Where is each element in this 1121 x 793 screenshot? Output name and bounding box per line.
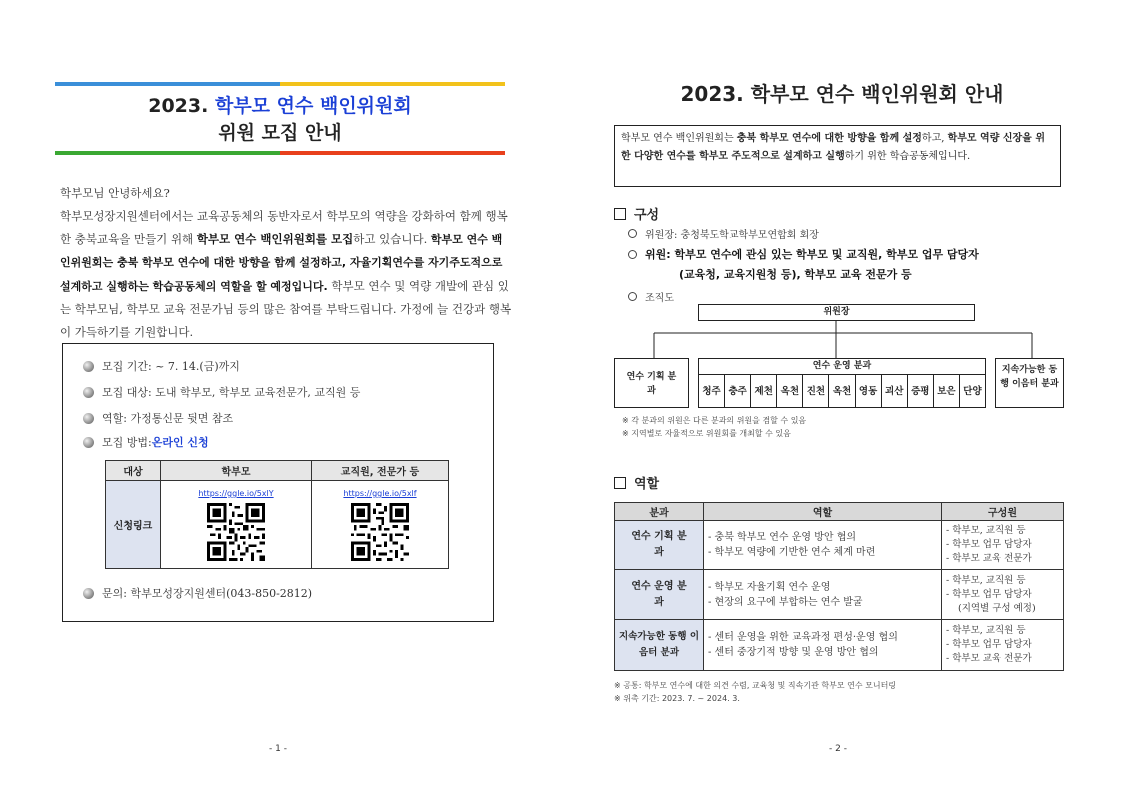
task-line: - 충북 학부모 연수 운영 방안 협의 [708,532,857,543]
org-region-cell: 진천 [802,375,828,408]
circle-bullet-icon [628,292,637,301]
division-cell [615,521,704,570]
para2-bold: 학부모 연수 백인위원회는 충북 학부모 연수에 대한 방향을 함께 설정하고, 자율기획연수를 자기주도적으로 설계하고 실행하는 학습공동체의 역할을 할 예정입니다. [60,232,503,293]
footnote-common: ※ 공통: 학부모 연수에 대한 의견 수렴, 교육청 및 직속기관 학부모 연수 모니터링 [614,681,897,690]
section-roles [614,473,659,492]
table-row [615,620,1064,671]
org-label: 조직도 [645,293,674,304]
intro-bold-b: 충북 학부모 연수에 대한 방향을 함께 설정 [736,133,922,144]
page1-title-line2: 위원 모집 안내 [218,122,342,144]
registration-table [105,460,449,569]
org-chart-row [628,289,674,304]
title-blue-text: 학부모 연수 백인위원회 [214,95,412,117]
method-value: 온라인 신청 [151,436,209,449]
task-line: - 센터 중장기적 방향 및 운영 방안 협의 [708,647,879,658]
member-line: - 학부모, 교직원 등 [946,574,1026,586]
org-chair-box: 위원장 [698,304,975,321]
roles-header-division: 분과 [615,503,704,521]
org-region-cell: 옥천 [828,375,854,408]
greeting: 학부모님 안녕하세요? [60,186,170,200]
page1-number: - 1 - [269,744,287,754]
page2-title: 2023. 학부모 연수 백인위원회 안내 [680,82,1004,106]
bullet-dot-icon [83,437,94,448]
member-line: (지역별 구성 예정) [958,602,1036,614]
members-line1: 위원: 학부모 연수에 관심 있는 학부모 및 교직원, 학부모 업무 담당자 [645,248,979,261]
table-header-parents: 학부모 [161,461,312,481]
org-note-2: ※ 지역별로 자율적으로 위원회를 개최할 수 있음 [622,429,791,438]
para1-end: 하고 있습니다. [353,231,428,246]
org-note-1: ※ 각 분과의 위원은 다른 분과의 위원을 겸할 수 있음 [622,416,807,425]
bullet-target [83,384,360,400]
division-cell [615,570,704,620]
circle-bullet-icon [628,229,637,238]
para2-text: 학부모 연수 및 역량 개발에 관심 있는 학부모님, 학부모 교육 전문가님 등의 많은 참여를 부탁드립니다. 가정에 늘 건강과 행복이 가득하기를 기원합니다. [60,278,512,339]
checkbox-square-icon [614,208,626,220]
method-label: 모집 방법: [102,436,152,449]
section-composition [614,204,659,223]
org-operation-label: 연수 운영 분과 [699,359,985,375]
intro-bold-d: 학부모 역량 신장을 위한 다양한 연수를 학부모 주도적으로 설계하고 실행 [621,133,1045,162]
task-line: - 학부모 역량에 기반한 연수 체계 마련 [708,547,876,558]
member-line: - 학부모 업무 담당자 [946,588,1032,600]
org-region-cell: 충주 [724,375,750,408]
members-line2: (교육청, 교육지원청 등), 학부모 교육 전문가 등 [679,268,912,281]
table-row [615,570,1064,620]
footnote-term: ※ 위촉 기간: 2023. 7. ~ 2024. 3. [614,694,740,703]
org-region-cell: 괴산 [881,375,907,408]
roles-table-header [615,503,1064,521]
page2-intro-box [614,125,1061,187]
bullet-dot-icon [83,387,94,398]
title-bar-bottom-red [280,151,505,155]
tasks-cell [704,521,942,570]
roles-table [614,502,1064,671]
org-region-cell: 옥천 [776,375,802,408]
division-label: 연수 운영 분과 [631,580,687,608]
member-line: - 학부모 업무 담당자 [946,539,1032,550]
tasks-cell [704,570,942,620]
para1-text: 학부모성장지원센터에서는 교육공동체의 동반자로서 학부모의 역량을 강화하여 함께 행복한 충북교육을 만들기 위해 [60,209,508,246]
table-row [615,521,1064,570]
intro-text-c: 하고, [921,133,948,144]
tasks-cell [704,620,942,671]
org-regions [699,375,985,408]
org-planning-box [614,358,689,408]
member-line: - 학부모, 교직원 등 [946,625,1026,636]
members-cell [942,521,1064,570]
member-line: - 학부모 교육 전문가 [946,653,1032,664]
task-line: - 학부모 자율기획 연수 운영 [708,581,831,593]
org-sustainable-box [995,358,1064,408]
contact-text: 문의: 학부모성장지원센터(043-850-2812) [102,587,313,600]
checkbox-square-icon [614,477,626,489]
page1-title-line1 [55,91,505,118]
bullet-period [83,358,240,374]
bullet-dot-icon [83,588,94,599]
title-bar-top-yellow [280,82,505,86]
member-line: - 학부모, 교직원 등 [946,525,1026,536]
title-bar-top-blue [55,82,280,86]
member-line: - 학부모 교육 전문가 [946,553,1032,564]
org-region-cell: 단양 [959,375,985,408]
bullet-dot-icon [83,361,94,372]
table-row-label: 신청링크 [106,481,161,569]
section-roles-label: 역할 [634,477,660,492]
members-cell [942,570,1064,620]
org-sustainable-label: 지속가능한 동행 이음터 분과 [1000,365,1059,389]
division-label: 지속가능한 동행 이음터 분과 [618,631,700,658]
bullet-dot-icon [83,413,94,424]
parents-qr-code-icon[interactable] [207,503,265,561]
chair-row [628,226,819,241]
recruitment-info-box [62,343,494,622]
intro-paragraph [60,205,512,343]
circle-bullet-icon [628,250,637,259]
org-region-cell: 제천 [750,375,776,408]
bullet-contact [83,585,312,601]
table-header-target: 대상 [106,461,161,481]
title-year: 2023. [148,95,209,117]
bullet-role [83,410,233,426]
org-region-cell: 청주 [702,386,721,397]
members-row [628,246,979,262]
task-line: - 현장의 요구에 부합하는 연수 발굴 [708,596,863,608]
section-composition-label: 구성 [634,208,660,223]
task-line: - 센터 운영을 위한 교육과정 편성·운영 협의 [708,632,898,643]
intro-text-e: 하기 위한 학습공동체입니다. [844,151,971,162]
org-region-cell: 보은 [933,375,959,408]
org-region-cell: 증평 [907,375,933,408]
period-text: 모집 기간: ~ 7. 14.(금)까지 [102,360,240,373]
staff-link[interactable]: https://ggle.io/5xlf [343,489,417,498]
org-region-cell: 영동 [855,375,881,408]
org-operation-box [698,358,986,408]
para1-bold: 학부모 연수 백인위원회를 모집 [196,231,354,246]
org-connectors [614,321,1064,361]
bullet-method [83,434,209,450]
intro-text-a: 학부모 연수 백인위원회는 [621,133,737,144]
target-text: 모집 대상: 도내 학부모, 학부모 교육전문가, 교직원 등 [102,386,361,399]
division-label: 연수 기획 분과 [631,531,687,558]
member-line: - 학부모 업무 담당자 [946,639,1032,650]
title-bar-bottom-green [55,151,280,155]
division-cell [615,620,704,671]
parents-link-cell [161,481,312,569]
page2-number: - 2 - [829,744,847,754]
staff-link-cell [312,481,449,569]
staff-qr-code-icon[interactable] [351,503,409,561]
roles-header-members: 구성원 [942,503,1064,521]
parents-link[interactable]: https://ggle.io/5xlY [198,489,274,498]
chair-text: 위원장: 충청북도학교학부모연합회 회장 [645,230,819,241]
role-text: 역할: 가정통신문 뒷면 참조 [102,412,234,425]
org-planning-label: 연수 기획 분과 [626,372,677,396]
members-cell [942,620,1064,671]
table-header-staff: 교직원, 전문가 등 [312,461,449,481]
roles-header-role: 역할 [704,503,942,521]
